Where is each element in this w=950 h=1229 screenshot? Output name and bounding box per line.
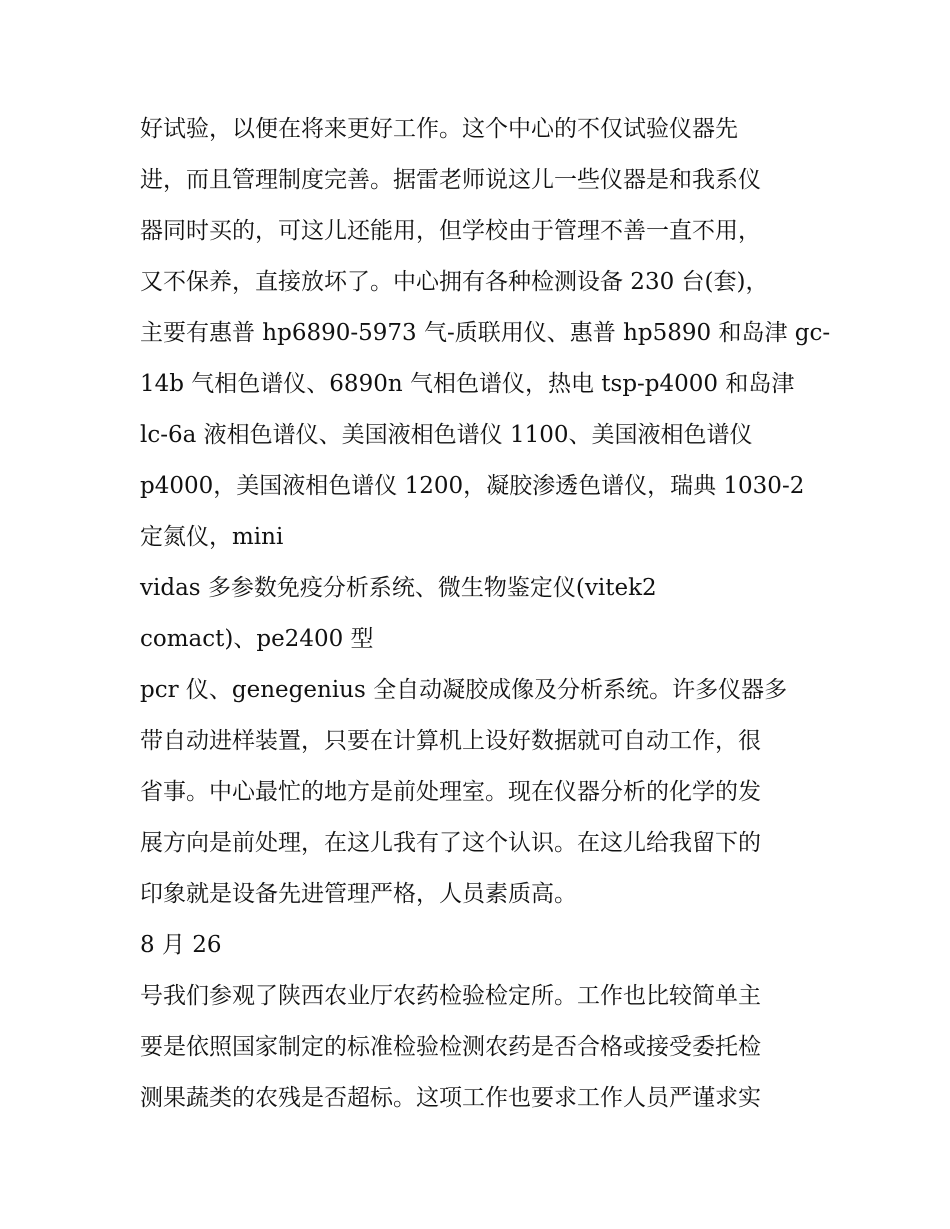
text-line: 又不保养，直接放坏了。中心拥有各种检测设备 230 台(套)， (140, 269, 769, 295)
date-line: 8 月 26 (140, 932, 222, 958)
text-line: 省事。中心最忙的地方是前处理室。现在仪器分析的化学的发 (140, 779, 761, 805)
text-line: 14b 气相色谱仪、6890n 气相色谱仪，热电 tsp-p4000 和岛津 (140, 371, 795, 397)
text-line: 主要有惠普 hp6890-5973 气-质联用仪、惠普 hp5890 和岛津 gc- (140, 320, 831, 346)
text-line: lc-6a 液相色谱仪、美国液相色谱仪 1100、美国液相色谱仪 (140, 422, 753, 448)
text-line: 进，而且管理制度完善。据雷老师说这儿一些仪器是和我系仪 (140, 167, 761, 193)
text-line: comact)、pe2400 型 (140, 626, 374, 652)
text-line: 要是依照国家制定的标准检验检测农药是否合格或接受委托检 (140, 1034, 761, 1060)
text-line: 带自动进样装置，只要在计算机上设好数据就可自动工作，很 (140, 728, 761, 754)
text-line: vidas 多参数免疫分析系统、微生物鉴定仪(vitek2 (140, 575, 657, 601)
text-line: 展方向是前处理，在这儿我有了这个认识。在这儿给我留下的 (140, 830, 761, 856)
text-line: 定氮仪，mini (140, 524, 284, 550)
text-line: 器同时买的，可这儿还能用，但学校由于管理不善一直不用， (140, 218, 761, 244)
text-line: 测果蔬类的农残是否超标。这项工作也要求工作人员严谨求实 (140, 1085, 761, 1111)
text-line: pcr 仪、genegenius 全自动凝胶成像及分析系统。许多仪器多 (140, 677, 788, 703)
text-line: 印象就是设备先进管理严格，人员素质高。 (140, 881, 577, 907)
body-text (140, 104, 831, 1124)
text-line: 号我们参观了陕西农业厅农药检验检定所。工作也比较简单主 (140, 983, 761, 1009)
text-line: p4000，美国液相色谱仪 1200，凝胶渗透色谱仪，瑞典 1030-2 (140, 473, 805, 499)
text-line: 好试验，以便在将来更好工作。这个中心的不仅试验仪器先 (140, 116, 738, 142)
